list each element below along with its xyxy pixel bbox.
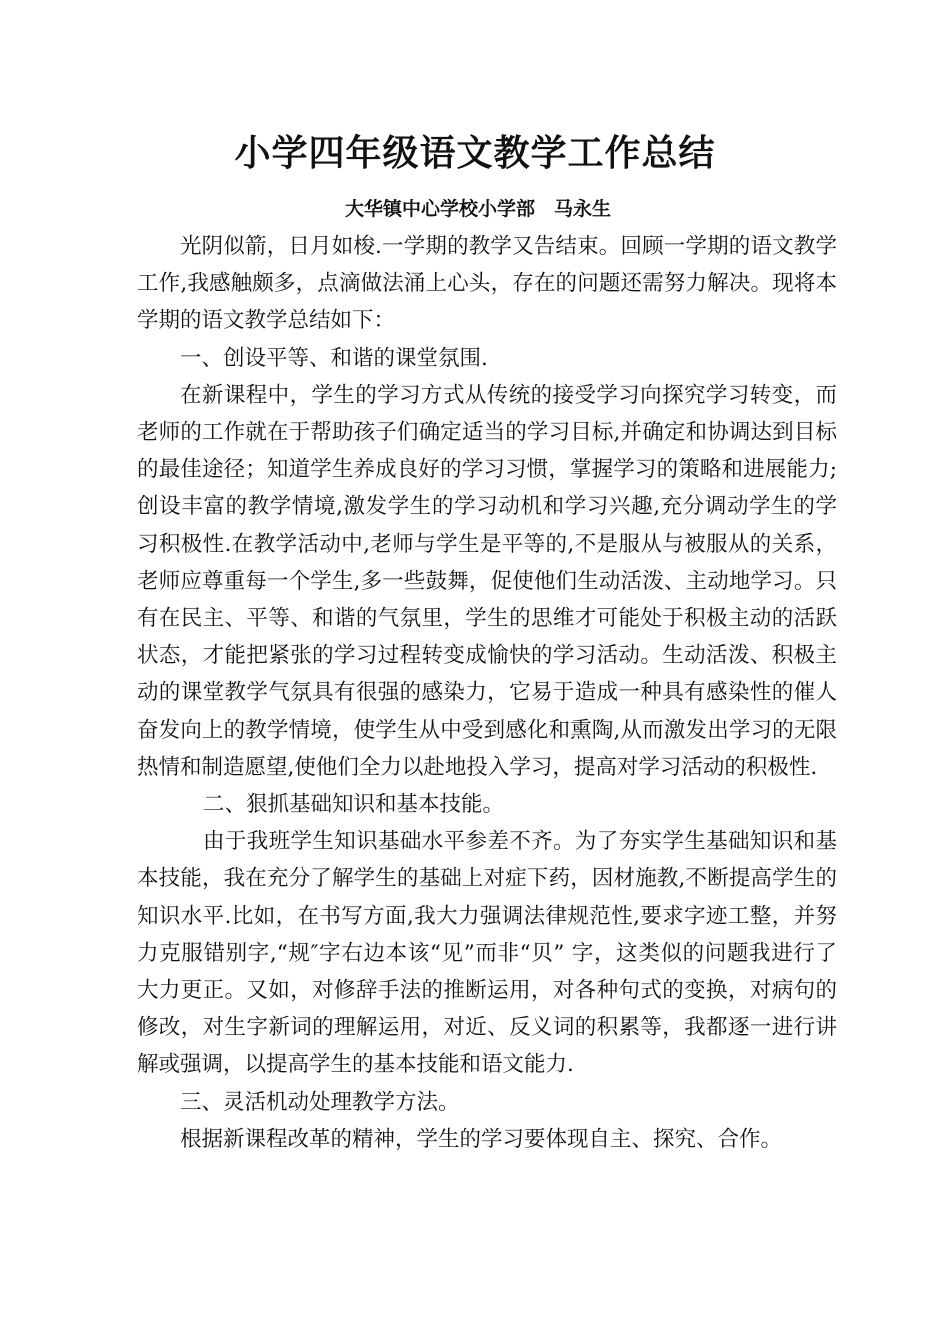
document-body xyxy=(137,228,837,1158)
author-line: 大华镇中心学校小学部 马永生 xyxy=(344,198,611,220)
paragraph-intro: 光阴似箭，日月如梭.一学期的教学又告结束。回顾一学期的语文教学工作,我感触颇多，点滴做法涌上心头，存在的问题还需努力解决。现将本学期的语文教学总结如下： xyxy=(137,234,837,334)
paragraph-section-3: 根据新课程改革的精神，学生的学习要体现自主、探究、合作。 xyxy=(180,1126,783,1152)
section-heading-2: 二、狠抓基础知识和基本技能。 xyxy=(203,792,505,818)
section-heading-1: 一、创设平等、和谐的课堂氛围. xyxy=(180,345,488,371)
paragraph-section-1: 在新课程中，学生的学习方式从传统的接受学习向探究学习转变，而老师的工作就在于帮助孩子们确定适当的学习目标,并确定和协调达到目标的最佳途径；知道学生养成良好的学习习惯，掌握学习的策略和进展能力;创设丰富的教学情境,激发学生的学习动机和学习兴趣,充分调动学生的学习积极性.在教学活动中,老师与学生是平等的,不是服从与被服从的关系，老师应尊重每一个学生,多一些鼓舞，促使他们生动活泼、主动地学习。只有在民主、平等、和谐的气氛里，学生的思维才可能处于积极主动的活跃状态，才能把紧张的学习过程转变成愉快的学习活动。生动活泼、积极主动的课堂教学气氛具有很强的感染力，它易于造成一种具有感染性的催人奋发向上的教学情境，使学生从中受到感化和熏陶,从而激发出学习的无限热情和制造愿望,使他们全力以赴地投入学习，提高对学习活动的积极性. xyxy=(137,382,837,780)
section-heading-3: 三、灵活机动处理教学方法。 xyxy=(180,1089,460,1115)
document-title: 小学四年级语文教学工作总结 xyxy=(234,132,716,174)
paragraph-section-2: 由于我班学生知识基础水平参差不齐。为了夯实学生基础知识和基本技能，我在充分了解学生的基础上对症下药，因材施教,不断提高学生的知识水平.比如，在书写方面,我大力强调法律规范性,要求字迹工整，并努力克服错别字,“规″字右边本该“见”而非“贝” 字，这类似的问题我进行了大力更正。又如，对修辞手法的推断运用，对各种句式的变换，对病句的修改，对生字新词的理解运用，对近、反义词的积累等，我都逐一进行讲解或强调，以提高学生的基本技能和语文能力. xyxy=(137,829,837,1078)
